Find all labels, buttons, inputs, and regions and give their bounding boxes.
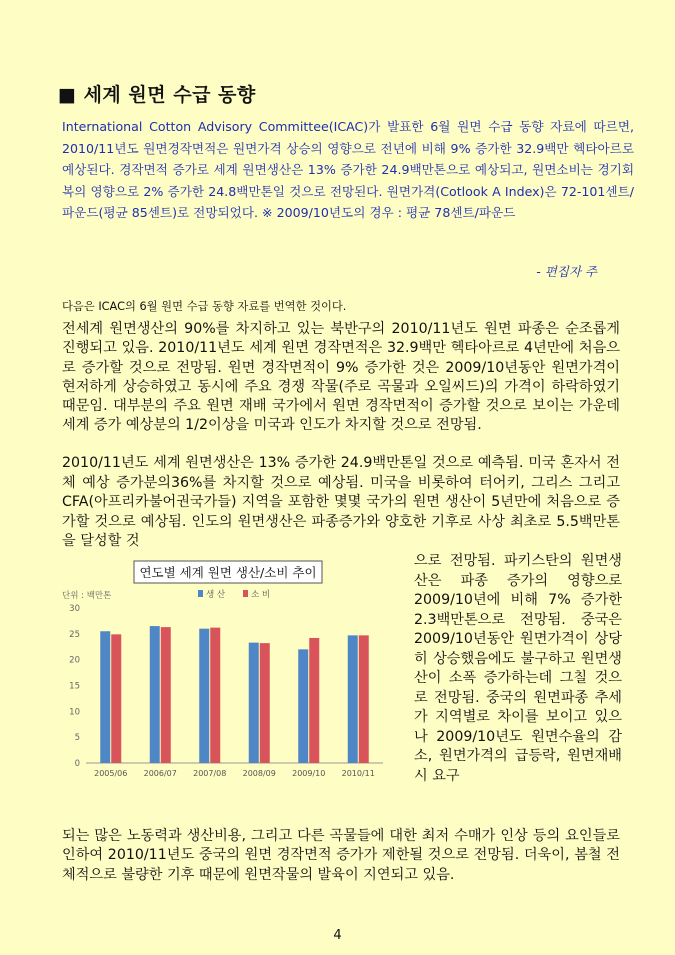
y-tick-label: 15: [69, 681, 80, 692]
y-tick-label: 5: [74, 733, 80, 744]
chart-unit-label: 단위 : 백만톤: [62, 591, 112, 601]
editor-note: - 편집자 주: [536, 264, 597, 279]
bar-production: [100, 631, 110, 763]
bar-consumption: [359, 635, 369, 763]
page-number: 4: [333, 928, 342, 943]
x-tick-label: 2008/09: [242, 769, 276, 778]
section-title-text: 세계 원면 수급 동향: [83, 84, 256, 106]
y-tick-label: 10: [69, 707, 80, 718]
legend-swatch-2: [243, 590, 248, 597]
chart-title: 연도별 세계 원면 생산/소비 추이: [139, 565, 317, 580]
legend-label-2: 소 비: [251, 590, 271, 600]
y-tick-label: 25: [69, 629, 80, 640]
bar-consumption: [210, 628, 220, 763]
x-tick-label: 2007/08: [193, 769, 227, 778]
production-consumption-chart: [58, 555, 408, 785]
body-paragraph-2-part-a: 2010/11년도 세계 원면생산은 13% 증가한 24.9백만톤일 것으로 예측됨. 미국 혼자서 전체 예상 증가분의36%를 차지할 것으로 예상됨. 미국을 비롯하여 터어키, 그리스 그리고 CFA(아프리카불어권국가들) 지역을 포함한 몇몇 국가의 원면 생산이 5년만에 처음으로 증가할 것으로 예상됨. 인도의 원면생산은 파종증가와 양호한 기후로 사상 최초로 5.5백만톤을 달성할 것: [62, 455, 620, 550]
bar-production: [298, 649, 308, 763]
bar-production: [348, 635, 358, 763]
y-tick-label: 20: [69, 655, 80, 666]
body-paragraph-2-part-c: 되는 많은 노동력과 생산비용, 그리고 다른 곡물들에 대한 최저 수매가 인상 등의 요인들로 인하여 2010/11년도 중국의 원면 경작면적 증가가 제한될 것으로 전망됨. 더욱이, 봄철 전체적으로 불량한 기후 때문에 원면작물의 발육이 지연되고 있음.: [62, 828, 620, 883]
bar-production: [150, 626, 160, 763]
x-tick-label: 2005/06: [94, 769, 128, 778]
bar-consumption: [111, 634, 121, 763]
x-tick-label: 2006/07: [143, 769, 177, 778]
intro-paragraph: International Cotton Advisory Committee(ICAC)가 발표한 6월 원면 수급 동향 자료에 따르면, 2010/11년도 원면경작면적은 원면가격 상승의 영향으로 전년에 비해 9% 증가한 32.9백만 헥타아르로 예상된다. 경작면적 증가로 세계 원면생산은 13% 증가한 24.9백만톤으로 예상되고, 원면소비는 경기회복의 영향으로 2% 증가한 24.8백만톤일 것으로 전망된다. 원면가격(Cotlook A Index)은 72-101센트/파운드(평균 85센트)로 전망되었다. ※ 2009/10년도의 경우 : 평균 78센트/파운드: [62, 119, 634, 220]
square-marker-icon: ■: [58, 84, 77, 106]
y-tick-label: 30: [69, 604, 80, 614]
body-paragraph-2-part-b: 으로 전망됨. 파키스탄의 원면생산은 파종 증가의 영향으로 2009/10년에 비해 7% 증가한 2.3백만톤으로 전망됨. 중국은 2009/10년동안 원면가격이 상당히 상승했음에도 불구하고 원면생산이 소폭 증가하는데 그칠 것으로 전망됨. 중국의 원면파종 추세가 지역별로 차이를 보이고 있으나 2009/10년도 원면수율의 감소, 원면가격의 급등락, 원면재배시 요구: [414, 553, 622, 784]
section-title: [58, 80, 256, 107]
chart-svg: [58, 555, 408, 785]
bar-production: [199, 629, 209, 763]
body-paragraph-1: 전세계 원면생산의 90%를 차지하고 있는 북반구의 2010/11년도 원면 파종은 순조롭게 진행되고 있음. 2010/11년도 세계 원면 경작면적은 32.9백만 헥타아르로 4년만에 처음으로 증가할 것으로 전망됨. 원면 경작면적이 9% 증가한 것은 2009/10년동안 원면가격이 현저하게 상승하였고 동시에 주요 경쟁 작물(주로 곡물과 오일씨드)의 가격이 하락하였기 때문임. 대부분의 주요 원면 재배 국가에서 원면 경작면적이 증가할 것으로 보이는 가운데 세계 증가 예상분의 1/2이상을 미국과 인도가 차지할 것으로 전망됨.: [62, 321, 620, 434]
translation-note: 다음은 ICAC의 6월 원면 수급 동향 자료를 번역한 것이다.: [62, 300, 347, 313]
legend-label-1: 생 산: [206, 590, 226, 600]
x-tick-label: 2009/10: [292, 769, 326, 778]
legend-swatch-1: [198, 590, 203, 597]
bar-consumption: [161, 627, 171, 763]
x-tick-label: 2010/11: [341, 769, 375, 778]
bar-consumption: [260, 643, 270, 763]
y-tick-label: 0: [74, 759, 80, 769]
bar-consumption: [309, 638, 319, 763]
bar-production: [249, 643, 259, 763]
